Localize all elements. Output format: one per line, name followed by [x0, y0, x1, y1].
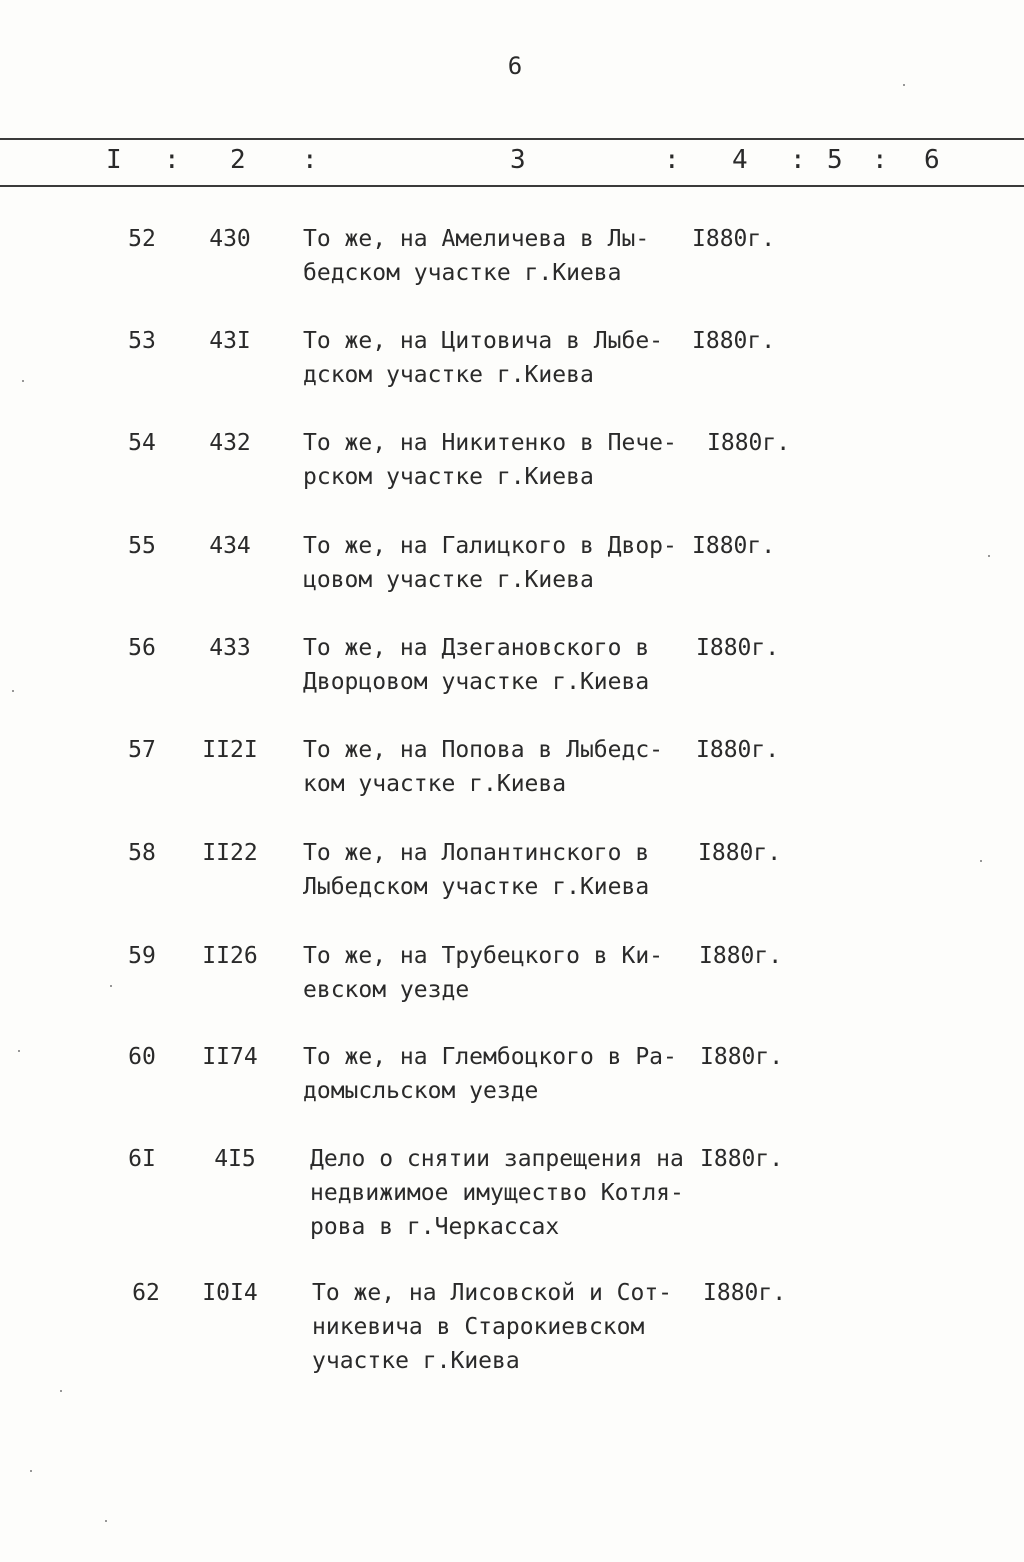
entry-year: I880г.	[707, 430, 791, 456]
description-line: ком участке г.Киева	[303, 771, 567, 797]
description-line: То же, на Галицкого в Двор-	[303, 533, 677, 559]
case-number: I0I4	[202, 1280, 258, 1306]
case-number: II22	[202, 840, 258, 866]
case-number: II2I	[202, 737, 258, 763]
header-col-3: 3	[510, 145, 526, 175]
case-number: II26	[202, 943, 258, 969]
scan-speck	[988, 555, 990, 557]
entry-year: I880г.	[698, 840, 782, 866]
description-line: евском уезде	[303, 977, 470, 1003]
description-line: То же, на Глембоцкого в Ра-	[303, 1044, 677, 1070]
scan-speck	[12, 690, 14, 692]
entry-year: I880г.	[692, 328, 776, 354]
case-number: 430	[209, 226, 251, 252]
entry-year: I880г.	[703, 1280, 787, 1306]
entry-description	[310, 1142, 710, 1244]
description-line: То же, на Лисовской и Сот-	[312, 1280, 673, 1306]
description-line: дском участке г.Киева	[303, 362, 594, 388]
header-col-6: 6	[924, 145, 940, 175]
header-col-5: 5	[827, 145, 843, 175]
entry-number: 58	[128, 840, 156, 866]
header-separator-4: :	[790, 145, 806, 175]
description-line: То же, на Лопантинского в	[303, 840, 650, 866]
description-line: То же, на Никитенко в Пече-	[303, 430, 677, 456]
entry-number: 53	[128, 328, 156, 354]
entry-year: I880г.	[696, 635, 780, 661]
scan-speck	[60, 1390, 62, 1392]
scan-speck	[22, 380, 24, 382]
scan-speck	[105, 1520, 107, 1522]
header-separator-1: :	[164, 145, 180, 175]
description-line: Дворцовом участке г.Киева	[303, 669, 650, 695]
case-number: II74	[202, 1044, 258, 1070]
scan-speck	[110, 985, 112, 987]
entry-description	[303, 222, 703, 290]
description-line: То же, на Дзегановского в	[303, 635, 650, 661]
scan-speck	[18, 1050, 20, 1052]
scan-speck	[980, 860, 982, 862]
entry-description	[303, 836, 703, 904]
description-line: Дело о снятии запрещения на	[310, 1146, 684, 1172]
description-line: рова в г.Черкассах	[310, 1214, 560, 1240]
entry-description	[303, 529, 703, 597]
entry-year: I880г.	[700, 1146, 784, 1172]
header-separator-2: :	[302, 145, 318, 175]
description-line: рском участке г.Киева	[303, 464, 594, 490]
entry-number: 52	[128, 226, 156, 252]
header-separator-3: :	[664, 145, 680, 175]
entry-number: 60	[128, 1044, 156, 1070]
scan-speck	[903, 84, 905, 86]
description-line: То же, на Трубецкого в Ки-	[303, 943, 664, 969]
entry-description	[312, 1276, 712, 1378]
entry-year: I880г.	[692, 226, 776, 252]
case-number: 43I	[209, 328, 251, 354]
header-separator-5: :	[872, 145, 888, 175]
entry-year: I880г.	[692, 533, 776, 559]
case-number: 432	[209, 430, 251, 456]
description-line: Лыбедском участке г.Киева	[303, 874, 650, 900]
entry-number: 6I	[128, 1146, 156, 1172]
case-number: 4I5	[214, 1146, 256, 1172]
page-number: 6	[507, 52, 523, 80]
entry-number: 57	[128, 737, 156, 763]
case-number: 433	[209, 635, 251, 661]
entry-description	[303, 631, 703, 699]
scan-speck	[30, 1470, 32, 1472]
entry-number: 55	[128, 533, 156, 559]
entry-description	[303, 733, 703, 801]
header-col-4: 4	[732, 145, 748, 175]
description-line: домысльском уезде	[303, 1078, 539, 1104]
description-line: никевича в Старокиевском	[312, 1314, 645, 1340]
description-line: цовом участке г.Киева	[303, 567, 594, 593]
entry-description	[303, 1040, 703, 1108]
case-number: 434	[209, 533, 251, 559]
entry-number: 56	[128, 635, 156, 661]
entry-year: I880г.	[700, 1044, 784, 1070]
entry-description	[303, 939, 703, 1007]
entry-number: 59	[128, 943, 156, 969]
header-col-1: I	[106, 145, 122, 175]
entry-description	[303, 324, 703, 392]
entry-year: I880г.	[696, 737, 780, 763]
entry-description	[303, 426, 703, 494]
description-line: То же, на Цитовича в Лыбе-	[303, 328, 664, 354]
entry-number: 54	[128, 430, 156, 456]
entry-number: 62	[132, 1280, 160, 1306]
description-line: То же, на Амеличева в Лы-	[303, 226, 650, 252]
description-line: бедском участке г.Киева	[303, 260, 622, 286]
description-line: участке г.Киева	[312, 1348, 520, 1374]
header-col-2: 2	[230, 145, 246, 175]
description-line: То же, на Попова в Лыбедс-	[303, 737, 664, 763]
entry-year: I880г.	[699, 943, 783, 969]
description-line: недвижимое имущество Котля-	[310, 1180, 684, 1206]
